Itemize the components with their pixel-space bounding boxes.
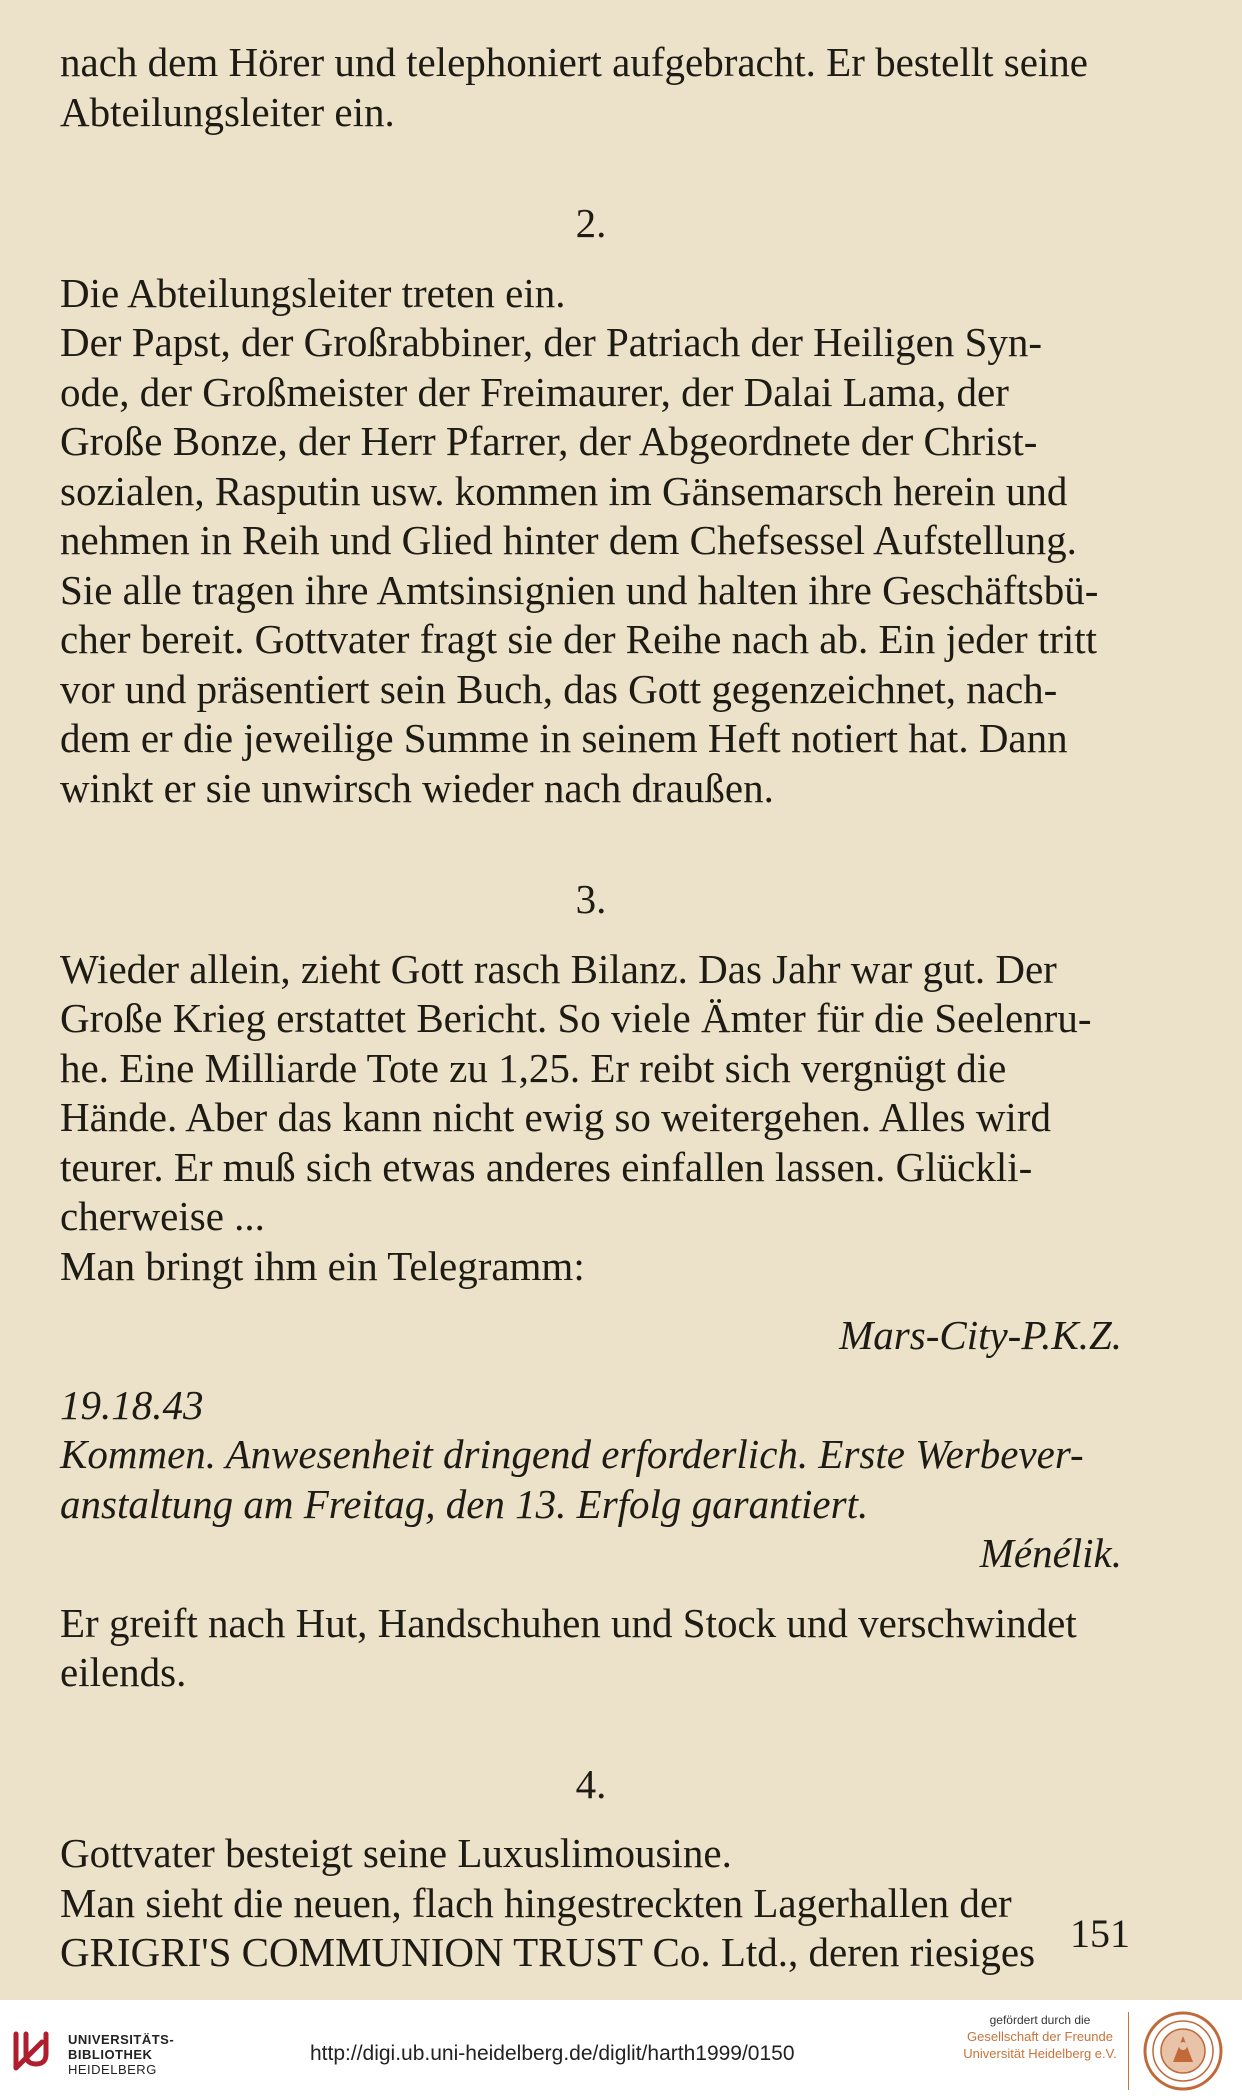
section3-paragraph-line: Hände. Aber das kann nicht ewig so weitergehen. Alles wird	[60, 1094, 1051, 1140]
section4-line-1: Gottvater besteigt seine Luxuslimousine.	[60, 1830, 732, 1876]
library-name-line: BIBLIOTHEK	[68, 2047, 153, 2062]
library-logo-icon	[12, 2030, 54, 2072]
section2-last-line: winkt er sie unwirsch wieder nach draußen.	[60, 764, 774, 811]
section-number-4: 4.	[575, 1760, 607, 1807]
sponsor-org-line: Gesellschaft der Freunde	[967, 2029, 1113, 2044]
library-name-line: UNIVERSITÄTS-	[68, 2032, 175, 2047]
section-number-2: 2.	[575, 200, 607, 246]
section3-last-line: cherweise ...	[60, 1193, 265, 1239]
section2-paragraph-line: nehmen in Reih und Glied hinter dem Chefsessel Aufstellung.	[60, 517, 1077, 563]
section3-paragraph-line: he. Eine Milliarde Tote zu 1,25. Er reibt sich vergnügt die	[60, 1044, 1007, 1091]
section3-paragraph-line: Wieder allein, zieht Gott rasch Bilanz. Das Jahr war gut. Der	[60, 945, 1057, 992]
telegram-line-1: Kommen. Anwesenheit dringend erforderlich. Erste Werbever-	[60, 1431, 1084, 1477]
sponsor-block	[960, 2012, 1120, 2062]
section2-paragraph-line: Der Papst, der Großrabbiner, der Patriach der Heiligen Syn-	[60, 319, 1043, 365]
section2-paragraph-line: Sie alle tragen ihre Amtsinsignien und halten ihre Geschäftsbü-	[60, 566, 1099, 613]
footer-bar	[0, 2000, 1242, 2100]
intro-line-2: Abteilungsleiter ein.	[60, 88, 395, 135]
section2-paragraph-line: Große Bonze, der Herr Pfarrer, der Abgeordnete der Christ-	[60, 418, 1038, 464]
section3-paragraph-line: Große Krieg erstattet Bericht. So viele Ämter für die Seelenru-	[60, 995, 1092, 1041]
section3-after-line: Er greift nach Hut, Handschuhen und Stock und verschwindet	[60, 1599, 1077, 1646]
source-url-link[interactable]: http://digi.ub.uni-heidelberg.de/diglit/harth1999/0150	[310, 2042, 795, 2065]
section-number-3: 3.	[575, 876, 607, 922]
intro-line-1: nach dem Hörer und telephoniert aufgebracht. Er bestellt seine	[60, 39, 1089, 85]
page-number: 151	[1070, 1911, 1130, 1956]
telegram-intro: Man bringt ihm ein Telegramm:	[60, 1242, 585, 1289]
section2-paragraph-line: vor und präsentiert sein Buch, das Gott gegenzeichnet, nach-	[60, 665, 1058, 712]
section2-line-1: Die Abteilungsleiter treten ein.	[60, 269, 566, 316]
section2-paragraph-line: dem er die jeweilige Summe in seinem Heft notiert hat. Dann	[60, 715, 1068, 761]
library-name-line: HEIDELBERG	[68, 2062, 157, 2077]
telegram-origin: Mars-City-P.K.Z.	[839, 1312, 1122, 1358]
section2-paragraph-line: cher bereit. Gottvater fragt sie der Reihe nach ab. Ein jeder tritt	[60, 616, 1098, 662]
page-text	[60, 38, 1122, 1978]
telegram-line-2: anstaltung am Freitag, den 13. Erfolg garantiert.	[60, 1480, 869, 1527]
sponsor-org-line: Universität Heidelberg e.V.	[963, 2046, 1117, 2061]
section3-paragraph-line: teurer. Er muß sich etwas anderes einfallen lassen. Glückli-	[60, 1143, 1033, 1190]
university-seal-icon	[1142, 2010, 1224, 2092]
section2-paragraph-line: sozialen, Rasputin usw. kommen im Gänsemarsch herein und	[60, 467, 1068, 514]
section3-after-last: eilends.	[60, 1649, 187, 1695]
library-name	[68, 2032, 174, 2077]
section2-paragraph-line: ode, der Großmeister der Freimaurer, der Dalai Lama, der	[60, 368, 1009, 415]
sponsor-intro: gefördert durch die	[989, 2013, 1091, 2027]
telegram-signature: Ménélik.	[979, 1530, 1122, 1576]
section4-paragraph-line: Man sieht die neuen, flach hingestreckten Lagerhallen der	[60, 1879, 1012, 1926]
telegram-date: 19.18.43	[60, 1381, 204, 1428]
section4-paragraph-line: GRIGRI'S COMMUNION TRUST Co. Ltd., deren riesiges	[60, 1929, 1036, 1975]
footer-divider	[1128, 2012, 1129, 2090]
